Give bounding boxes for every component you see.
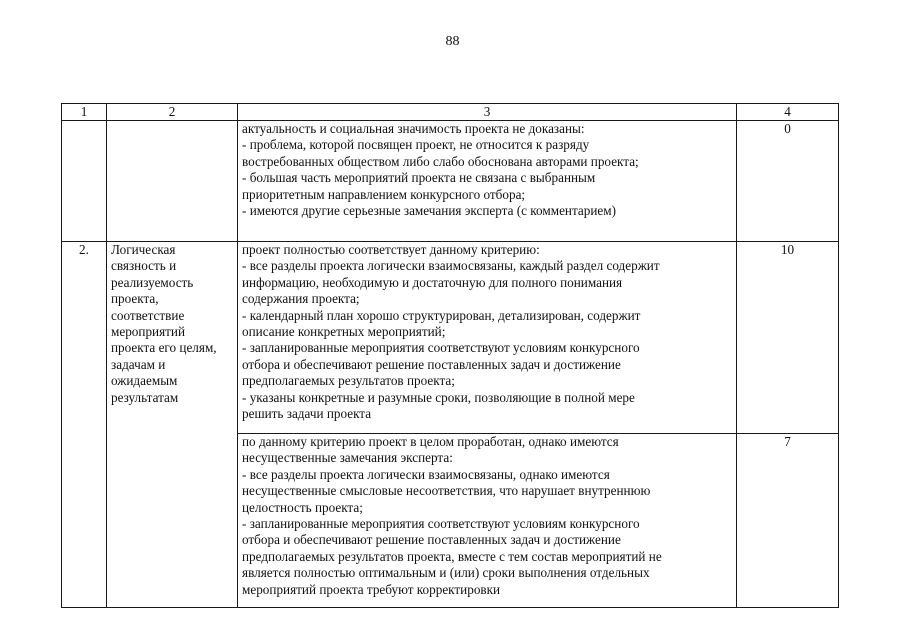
description-line: предполагаемых результатов проекта; (242, 373, 455, 389)
page-number: 88 (445, 34, 460, 49)
description-cell (238, 121, 737, 242)
description-line: решить задачи проекта (242, 406, 372, 422)
description-line: - указаны конкретные и разумные сроки, позволяющие в полной мере (242, 389, 635, 405)
criterion-name-cell (107, 242, 238, 608)
description-line: является полностью оптимальным и (или) сроки выполнения отдельных (242, 565, 650, 581)
criterion-number: 2. (62, 242, 107, 608)
description-line: актуальность и социальная значимость проекта не доказаны: (242, 121, 585, 136)
criteria-table (61, 103, 839, 608)
description-line: несущественные замечания эксперта: (242, 450, 453, 466)
criterion-name-line: Логическая (111, 242, 176, 257)
description-line: описание конкретных мероприятий; (242, 324, 446, 340)
header-cell-4: 4 (737, 104, 839, 121)
criterion-name-line: проекта, (111, 291, 159, 307)
criterion-name-line: мероприятий (111, 324, 186, 340)
description-line: - все разделы проекта логически взаимосвязаны, каждый раздел содержит (242, 258, 660, 274)
criterion-name-line: связность и (111, 258, 177, 274)
description-line: отбора и обеспечивают решение поставленных задач и достижение (242, 532, 621, 548)
criterion-name-line: реализуемость (111, 274, 194, 290)
description-line: мероприятий проекта требуют корректировки (242, 581, 501, 597)
score-cell: 7 (737, 434, 839, 608)
header-cell-2: 2 (107, 104, 238, 121)
description-line: - запланированные мероприятия соответствуют условиям конкурсного (242, 340, 640, 356)
description-line: предполагаемых результатов проекта, вместе с тем состав мероприятий не (242, 548, 662, 564)
criterion-name-line: результатам (111, 389, 179, 405)
description-line: - имеются другие серьезные замечания эксперта (с комментарием) (242, 203, 617, 219)
description-cell (238, 434, 737, 608)
description-line: - проблема, которой посвящен проект, не относится к разряду (242, 137, 590, 153)
score-cell: 0 (737, 121, 839, 242)
header-cell-3: 3 (238, 104, 737, 121)
criterion-name-line: ожидаемым (111, 373, 178, 389)
table-row-criterion-2-level-a (62, 242, 839, 434)
number-cell-empty (62, 121, 107, 242)
description-line: информацию, необходимую и достаточную для полного понимания (242, 274, 623, 290)
description-line: - запланированные мероприятия соответствуют условиям конкурсного (242, 516, 640, 532)
description-line: - все разделы проекта логически взаимосвязаны, однако имеются (242, 466, 610, 482)
description-line: целостность проекта; (242, 499, 363, 515)
criterion-name-line: проекта его целям, (111, 340, 217, 356)
description-line: отбора и обеспечивают решение поставленных задач и достижение (242, 356, 621, 372)
criterion-name-line: задачам и (111, 356, 166, 372)
score-cell: 10 (737, 242, 839, 434)
description-cell (238, 242, 737, 434)
description-line: несущественные смысловые несоответствия, что нарушает внутреннюю (242, 483, 651, 499)
header-cell-1: 1 (62, 104, 107, 121)
description-line: приоритетным направлением конкурсного отбора; (242, 186, 526, 202)
description-line: содержания проекта; (242, 291, 360, 307)
description-line: по данному критерию проект в целом проработан, однако имеются (242, 434, 619, 449)
criterion-name-line: соответствие (111, 307, 185, 323)
description-line: востребованных обществом либо слабо обоснована авторами проекта; (242, 153, 639, 169)
table-header-row (62, 104, 839, 121)
description-line: - большая часть мероприятий проекта не связана с выбранным (242, 170, 596, 186)
description-line: проект полностью соответствует данному критерию: (242, 242, 540, 257)
description-line: - календарный план хорошо структурирован, детализирован, содержит (242, 307, 641, 323)
criterion-cell-empty (107, 121, 238, 242)
table-row-continued (62, 121, 839, 242)
